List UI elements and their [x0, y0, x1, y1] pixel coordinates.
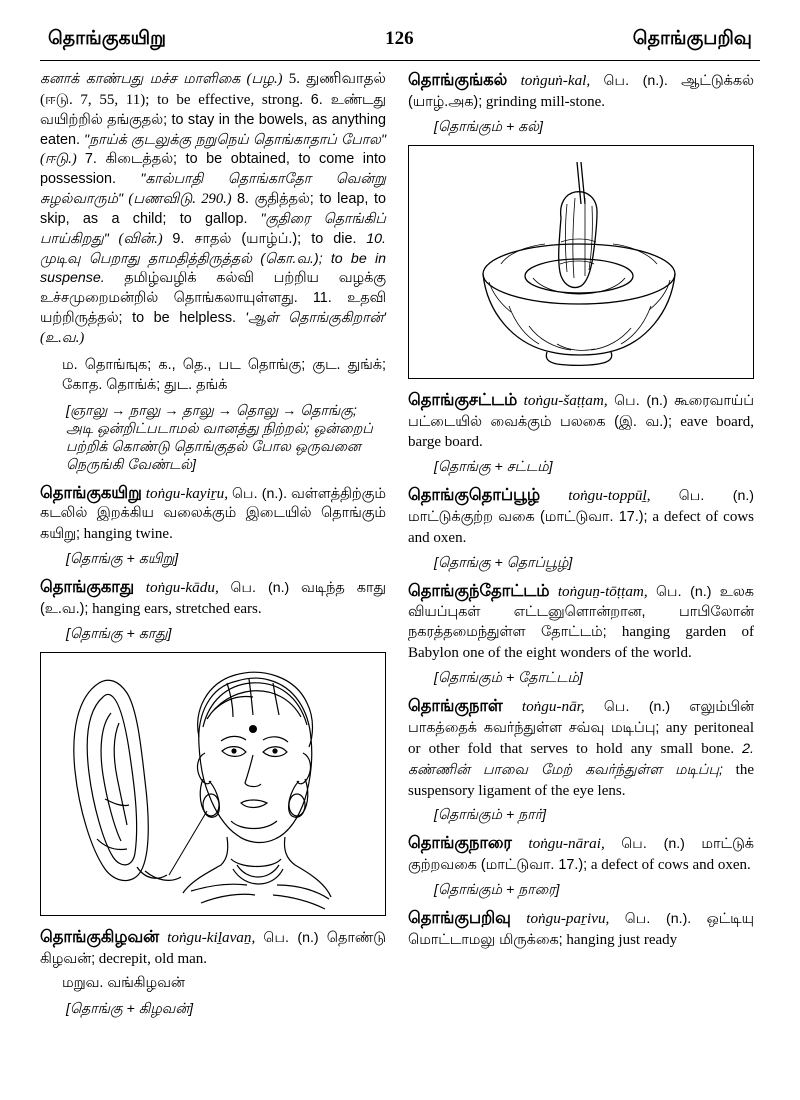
entry-headword: தொங்குந்தோட்டம்	[408, 581, 550, 600]
entry-tamil-definition: தொண்டு கிழவன்;	[40, 929, 386, 967]
entry-romanization: toṅgu-kādu,	[145, 579, 219, 597]
entry-etymology: [தொங்கும் + நாரை]	[434, 882, 560, 899]
entry-romanization: toṅgu-toppūḻ,	[568, 487, 651, 505]
entry-english-definition: any peritoneal or other fold that serves to hold any small bone.	[408, 719, 755, 757]
entry-english-definition: hanging garden of Babylon one of the eight wonders of the world.	[408, 624, 754, 662]
entry-etymology: [தொங்கும் + கல்]	[434, 118, 543, 135]
entry-tongun-tottam	[408, 580, 754, 664]
right-column	[408, 69, 754, 1054]
entry-etymology: [தொங்கு + காது]	[66, 625, 172, 642]
entry-tongu-nar	[408, 695, 754, 801]
entry-english-definition: a defect of cows and oxen.	[408, 509, 755, 546]
entry-pos: பெ. (n.).	[603, 73, 668, 89]
entry-tamil-definition: எலும்பின் பாகத்தைக் கவர்ந்துள்ள சவ்வு மடிப்பு;	[408, 699, 754, 736]
cont-sense9: 9. சாதல் (யாழ்ப்.); to die.	[172, 230, 357, 247]
entry-headword: தொங்குகயிறு	[40, 483, 142, 502]
entry-english-definition: hanging twine.	[83, 526, 173, 543]
entry-sense2-tamil: 2. கண்ணின் பாவை மேற் கவர்ந்துள்ள மடிப்பு;	[408, 740, 754, 778]
entry-etymology: [தொங்கு + கயிறு]	[66, 551, 179, 568]
entry-tamil-definition: மாட்டுக்குற்ற வகை (மாட்டுவா. 17.);	[408, 509, 648, 526]
entry-tongu-kayiru	[40, 482, 386, 546]
etymology-note: [ஞாலு → நாலு → தாலு → தொலு → தொங்கு; அடி ஒன்றிட்படாமல் வானத்து நிற்றல்; ஒன்றைப் பற்றிக் கொண்டு தொங்குதல் போல ஒருவனை நெருங்கி வேண்டல்]	[66, 402, 373, 473]
entry-tamil-definition: மாட்டுக் குற்றவகை (மாட்டுவா. 17.);	[408, 836, 754, 874]
cognate-list	[62, 356, 386, 396]
entry-romanization: toṅguṅ-kal,	[520, 72, 591, 89]
cont-sense8: 8. குதித்தல்; to leap, to skip, as a child; to gallop.	[40, 191, 386, 227]
entry-headword: தொங்குநாரை	[408, 834, 512, 853]
entry-english-definition: grinding mill-stone.	[485, 93, 606, 110]
cont-ref8: (வின்.)	[118, 230, 163, 247]
entry-variant	[62, 974, 386, 994]
cont-quote7: "கால்பாதி தொங்காதோ வென்று சுழல்வாரும்"	[40, 171, 386, 208]
entry-tamil-definition: கூரைவாய்ப் பட்டையில் வைக்கும் பலகை (இ. வ.);	[408, 392, 754, 430]
cognate-text: ம. தொங்ஙுக; க., தெ., பட தொங்கு; குட. துங்க்; கோத. தொங்க்; துட. தங்க்	[62, 356, 386, 393]
mortar-and-pestle-illustration	[408, 145, 754, 379]
entry-english-definition: hanging just ready	[566, 931, 678, 948]
cont-quote6: "நாய்க் குடலுக்கு நறுநெய் தொங்காதாப் போல"	[84, 131, 386, 148]
page-number: 126	[385, 28, 414, 49]
entry-pos: பெ. (n.).	[232, 485, 288, 502]
cont-sense5: 5. துணிவாதல் (ஈடு. 7, 55, 11); to be effective, strong.	[40, 71, 386, 108]
ear-face-drawing	[41, 653, 381, 911]
entry-pos: பெ. (n.)	[621, 836, 685, 853]
entry-etymology: [தொங்கு + தொப்பூழ்]	[434, 554, 573, 571]
cont-sense7: 7. கிடைத்தல்; to be obtained, to come into possession.	[40, 151, 386, 188]
cont-ref1: (பழ.)	[246, 71, 283, 87]
entry-pos: பெ. (n.).	[624, 911, 692, 928]
entry-etymology: [தொங்கு + கிழவன்]	[66, 1001, 194, 1018]
entry-etymology: [தொங்கும் + தோட்டம்]	[434, 670, 583, 687]
entry-etymology: [தொங்கும் + நார்]	[434, 807, 547, 824]
entry-english-definition: hanging ears, stretched ears.	[92, 600, 262, 617]
header-rule	[40, 60, 760, 61]
entry-tongu-toppuzh	[408, 484, 754, 549]
cont-quote8: "குதிரை தொங்கிப் பாய்கிறது"	[40, 210, 386, 247]
cont-ref6: (ஈடு.)	[40, 151, 77, 168]
entry-romanization: toṅgu-nārai,	[528, 835, 605, 853]
entry-headword: தொங்குபறிவு	[408, 909, 511, 928]
entry-headword: தொங்குகிழவன்	[40, 927, 160, 946]
entry-tongu-kilavan	[40, 926, 386, 970]
header-left-word: தொங்குகயிறு	[48, 28, 167, 49]
continuation-paragraph	[40, 69, 386, 349]
entry-tamil-definition: ஒட்டியு மொட்டாமலு மிருக்கை;	[408, 911, 754, 948]
entry-romanization: toṅgu-nār,	[521, 698, 585, 716]
cont-sense11: 11. உதவி யற்றிருத்தல்; to be helpless.	[40, 290, 386, 327]
cont-sense10-example: தமிழ்வழிக் கல்வி பற்றிய வழக்கு உச்சமுறைமன்றில் தொங்கலாயுள்ளது.	[40, 270, 386, 307]
entry-romanization: toṅgu-paṟivu,	[526, 910, 610, 928]
variant-text: மறுவ. வங்கிழவன்	[62, 975, 185, 992]
entry-pos: பெ. (n.)	[656, 583, 712, 600]
entry-tamil-definition: வடிந்த காது (உ.வ.);	[40, 580, 386, 617]
entry-pos: பெ. (n.)	[230, 580, 290, 597]
entry-headword: தொங்குசட்டம்	[408, 390, 518, 409]
cont-line1: கனாக் காண்பது மச்ச மாளிகை	[40, 71, 241, 87]
entry-tongu-parivu	[408, 907, 754, 951]
entry-romanization: toṅgu-kayiṟu,	[145, 484, 229, 502]
entry-pos: பெ. (n.)	[603, 699, 671, 716]
cont-sense6: 6. உண்டது வயிற்றில் தங்குதல்; to stay in the bowels, as anything eaten.	[40, 91, 386, 148]
entry-tongu-narai	[408, 832, 754, 876]
entry-headword: தொங்குதொப்பூழ்	[408, 486, 541, 505]
entry-english-definition: eave board, barge board.	[408, 413, 754, 451]
entry-sense2-english: the suspensory ligament of the eye lens.	[408, 761, 754, 799]
cont-sense10: 10. முடிவு பெறாது தாமதித்திருத்தல் (கொ.வ.); to be in suspense.	[40, 230, 386, 287]
entry-english-definition: a defect of cows and oxen.	[590, 857, 751, 874]
left-column	[40, 69, 386, 1054]
entry-tongu-kadu	[40, 576, 386, 620]
entry-pos: பெ. (n.)	[263, 929, 319, 946]
entry-romanization: toṅgu-kiḻavaṉ,	[167, 928, 256, 946]
entry-tamil-definition: உலக வியப்புகள் எட்டனுளொன்றான, பாபிலோன் நகரத்தமைந்துள்ள தோட்டம்;	[408, 583, 754, 641]
entry-tamil-definition: ஆட்டுக்கல் (யாழ்.அக);	[408, 73, 754, 110]
ear-and-face-illustration	[40, 652, 386, 916]
two-column-body	[40, 69, 760, 1054]
entry-etymology: [தொங்கு + சட்டம்]	[434, 459, 553, 476]
entry-headword: தொங்குங்கல்	[408, 71, 508, 89]
entry-tongung-kal	[408, 69, 754, 113]
entry-tamil-definition: வள்ளத்திற்கும் கடலில் இறக்கிய வலைக்கும் இடையில் தொங்கும் கயிறு;	[40, 485, 386, 543]
page-header	[40, 28, 760, 58]
mortar-pestle-drawing	[409, 146, 749, 374]
entry-tongu-sattam	[408, 389, 754, 454]
entry-headword: தொங்குநாள்	[408, 697, 503, 716]
cont-ref7: (பணவிடு. 290.)	[128, 191, 232, 208]
cont-quote11: 'ஆள் தொங்குகிறான்'	[245, 310, 386, 327]
entry-pos: பெ. (n.)	[614, 392, 668, 409]
header-right-word: தொங்குபறிவு	[632, 28, 752, 49]
entry-romanization: toṅgu-šaṭṭam,	[523, 391, 608, 409]
entry-romanization: toṅguṉ-tōṭṭam,	[557, 582, 648, 600]
cont-ref11: (உ.வ.)	[40, 329, 85, 346]
entry-pos: பெ. (n.)	[678, 488, 755, 505]
entry-headword: தொங்குகாது	[40, 578, 135, 597]
entry-english-definition: decrepit, old man.	[98, 950, 208, 967]
